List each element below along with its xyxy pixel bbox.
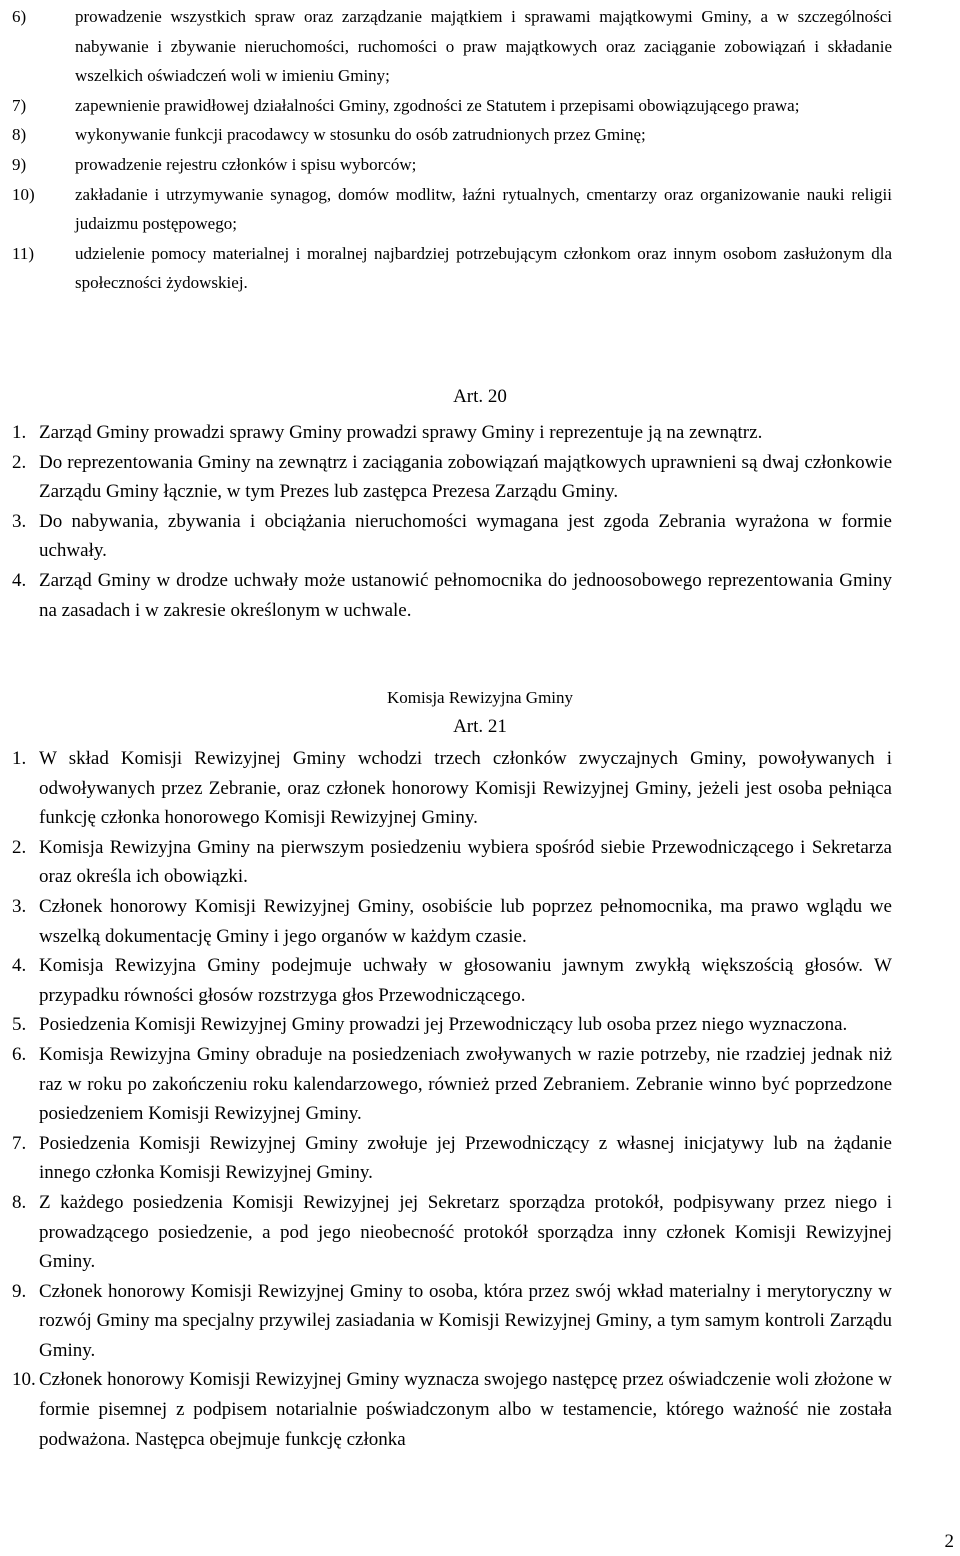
list-item [0, 2, 892, 91]
item-number: 7) [12, 95, 27, 115]
item-number: 8. [12, 1191, 27, 1213]
item-text: zakładanie i utrzymywanie synagog, domów modlitw, łaźni rytualnych, cmentarzy oraz organizowanie nauki religii judaizmu postępowego; [75, 184, 892, 234]
list-item [0, 566, 892, 625]
list-item [0, 120, 892, 150]
item-text: Do reprezentowania Gminy na zewnątrz i zaciągania zobowiązań majątkowych uprawnieni są dwaj członkowie Zarządu Gminy łącznie, w tym Prezes lub zastępca Prezesa Zarządu Gminy. [39, 451, 892, 503]
article-21-list [0, 744, 960, 1454]
item-number: 10. [12, 1369, 36, 1391]
item-number: 4. [12, 955, 27, 977]
item-text: Członek honorowy Komisji Rewizyjnej Gminy wyznacza swojego następcę przez oświadczenie woli złożone w formie pisemnej z podpisem notarialnie poświadczonym albo w testamencie, którego ważność nie została podważona. Następca obejmuje funkcję członka [39, 1369, 892, 1450]
list-item [0, 239, 892, 298]
item-text: Komisja Rewizyjna Gminy podejmuje uchwały w głosowaniu jawnym zwykłą większością głosów. W przypadku równości głosów rozstrzyga głos Przewodniczącego. [39, 955, 892, 1006]
item-text: Komisja Rewizyjna Gminy na pierwszym posiedzeniu wybiera spośród siebie Przewodniczącego i Sekretarza oraz określa ich obowiązki. [39, 836, 892, 888]
list-item [0, 418, 892, 448]
item-number: 2. [12, 451, 27, 473]
item-text: prowadzenie wszystkich spraw oraz zarządzanie majątkiem i sprawami majątkowymi Gminy, a w szczególności nabywanie i zbywanie nieruchomości, ruchomości o praw majątkowych oraz zaciąganie zobowiązań i składanie wszelkich oświadczeń woli w imieniu Gminy; [75, 7, 892, 86]
item-text: Do nabywania, zbywania i obciążania nieruchomości wymagana jest zgoda Zebrania wyrażona w formie uchwały. [39, 510, 892, 562]
list-item [0, 744, 892, 833]
item-number: 9) [12, 154, 27, 174]
list-item [0, 1188, 892, 1277]
item-text: Posiedzenia Komisji Rewizyjnej Gminy zwołuje jej Przewodniczący z własnej inicjatywy lub na żądanie innego członka Komisji Rewizyjnej Gminy. [39, 1132, 892, 1184]
article-20-heading: Art. 20 [453, 386, 507, 407]
list-item [0, 892, 892, 951]
item-text: Posiedzenia Komisji Rewizyjnej Gminy prowadzi jej Przewodniczący lub osoba przez niego wyznaczona. [39, 1014, 848, 1036]
item-number: 1. [12, 422, 27, 443]
item-text: W skład Komisji Rewizyjnej Gminy wchodzi trzech członków zwyczajnych Gminy, powoływanych i odwoływanych przez Zebranie, oraz członek honorowy Komisji Rewizyjnej Gminy, jeżeli jest osoba pełniąca funkcję członka honorowego Komisji Rewizyjnej Gminy. [39, 748, 892, 829]
list-item [0, 951, 892, 1010]
list-item [0, 448, 892, 507]
item-number: 7. [12, 1132, 27, 1154]
list-item [0, 833, 892, 892]
list-item [0, 1040, 892, 1129]
item-number: 8) [12, 125, 27, 145]
list-item [0, 180, 892, 239]
item-number: 6. [12, 1043, 27, 1065]
section-title: Komisja Rewizyjna Gminy [386, 688, 574, 707]
item-text: Członek honorowy Komisji Rewizyjnej Gminy, osobiście lub poprzez pełnomocnika, ma prawo wglądu we wszelką dokumentację Gminy i jego organów w każdym czasie. [39, 895, 892, 947]
item-text: wykonywanie funkcji pracodawcy w stosunku do osób zatrudnionych przez Gminę; [75, 125, 646, 145]
page-number: 2 [944, 1531, 954, 1552]
item-number: 6) [12, 7, 27, 26]
list-item [0, 1365, 892, 1454]
list-item [0, 1010, 892, 1040]
item-text: Zarząd Gminy prowadzi sprawy Gminy prowadzi sprawy Gminy i reprezentuje ją na zewnątrz. [39, 422, 763, 443]
list-item [0, 91, 892, 121]
item-number: 3. [12, 895, 27, 917]
item-number: 4. [12, 569, 27, 591]
item-number: 10) [12, 184, 35, 204]
item-text: Komisja Rewizyjna Gminy obraduje na posiedzeniach zwoływanych w razie potrzeby, nie rzadziej jednak niż raz w roku po zakończeniu roku kalendarzowego, również przed Zebraniem. Zebranie winno być poprzedzone posiedzeniem Komisji Rewizyjnej Gminy. [39, 1043, 892, 1125]
list-item [0, 1129, 892, 1188]
item-number: 11) [12, 243, 35, 263]
item-text: Członek honorowy Komisji Rewizyjnej Gminy to osoba, która przez swój wkład materialny i merytoryczny w rozwój Gminy ma specjalny przywilej zasiadania w Komisji Rewizyjnej Gminy, a tym samym kontroli Zarządu Gminy. [39, 1280, 892, 1361]
item-text: Z każdego posiedzenia Komisji Rewizyjnej jej Sekretarz sporządza protokół, podpisywany przez niego i prowadzącego posiedzenie, a pod jego nieobecność protokół sporządza inny członek Komisji Rewizyjnej Gminy. [39, 1191, 892, 1273]
item-number: 2. [12, 836, 27, 858]
list-item [0, 150, 892, 180]
list-item [0, 507, 892, 566]
item-number: 9. [12, 1280, 27, 1302]
item-text: zapewnienie prawidłowej działalności Gminy, zgodności ze Statutem i przepisami obowiązującego prawa; [75, 95, 800, 115]
list-item [0, 1277, 892, 1366]
item-number: 1. [12, 748, 27, 769]
item-text: prowadzenie rejestru członków i spisu wyborców; [75, 154, 417, 174]
item-number: 5. [12, 1014, 27, 1036]
item-text: Zarząd Gminy w drodze uchwały może ustanowić pełnomocnika do jednoosobowego reprezentowania Gminy na zasadach i w zakresie określonym w uchwale. [39, 569, 892, 621]
points-list-continued [0, 0, 960, 298]
article-20-list [0, 418, 960, 625]
article-21-heading: Art. 21 [453, 716, 507, 737]
item-number: 3. [12, 510, 27, 532]
item-text: udzielenie pomocy materialnej i moralnej najbardziej potrzebującym członkom oraz innym osobom zasłużonym dla społeczności żydowskiej. [75, 243, 892, 293]
